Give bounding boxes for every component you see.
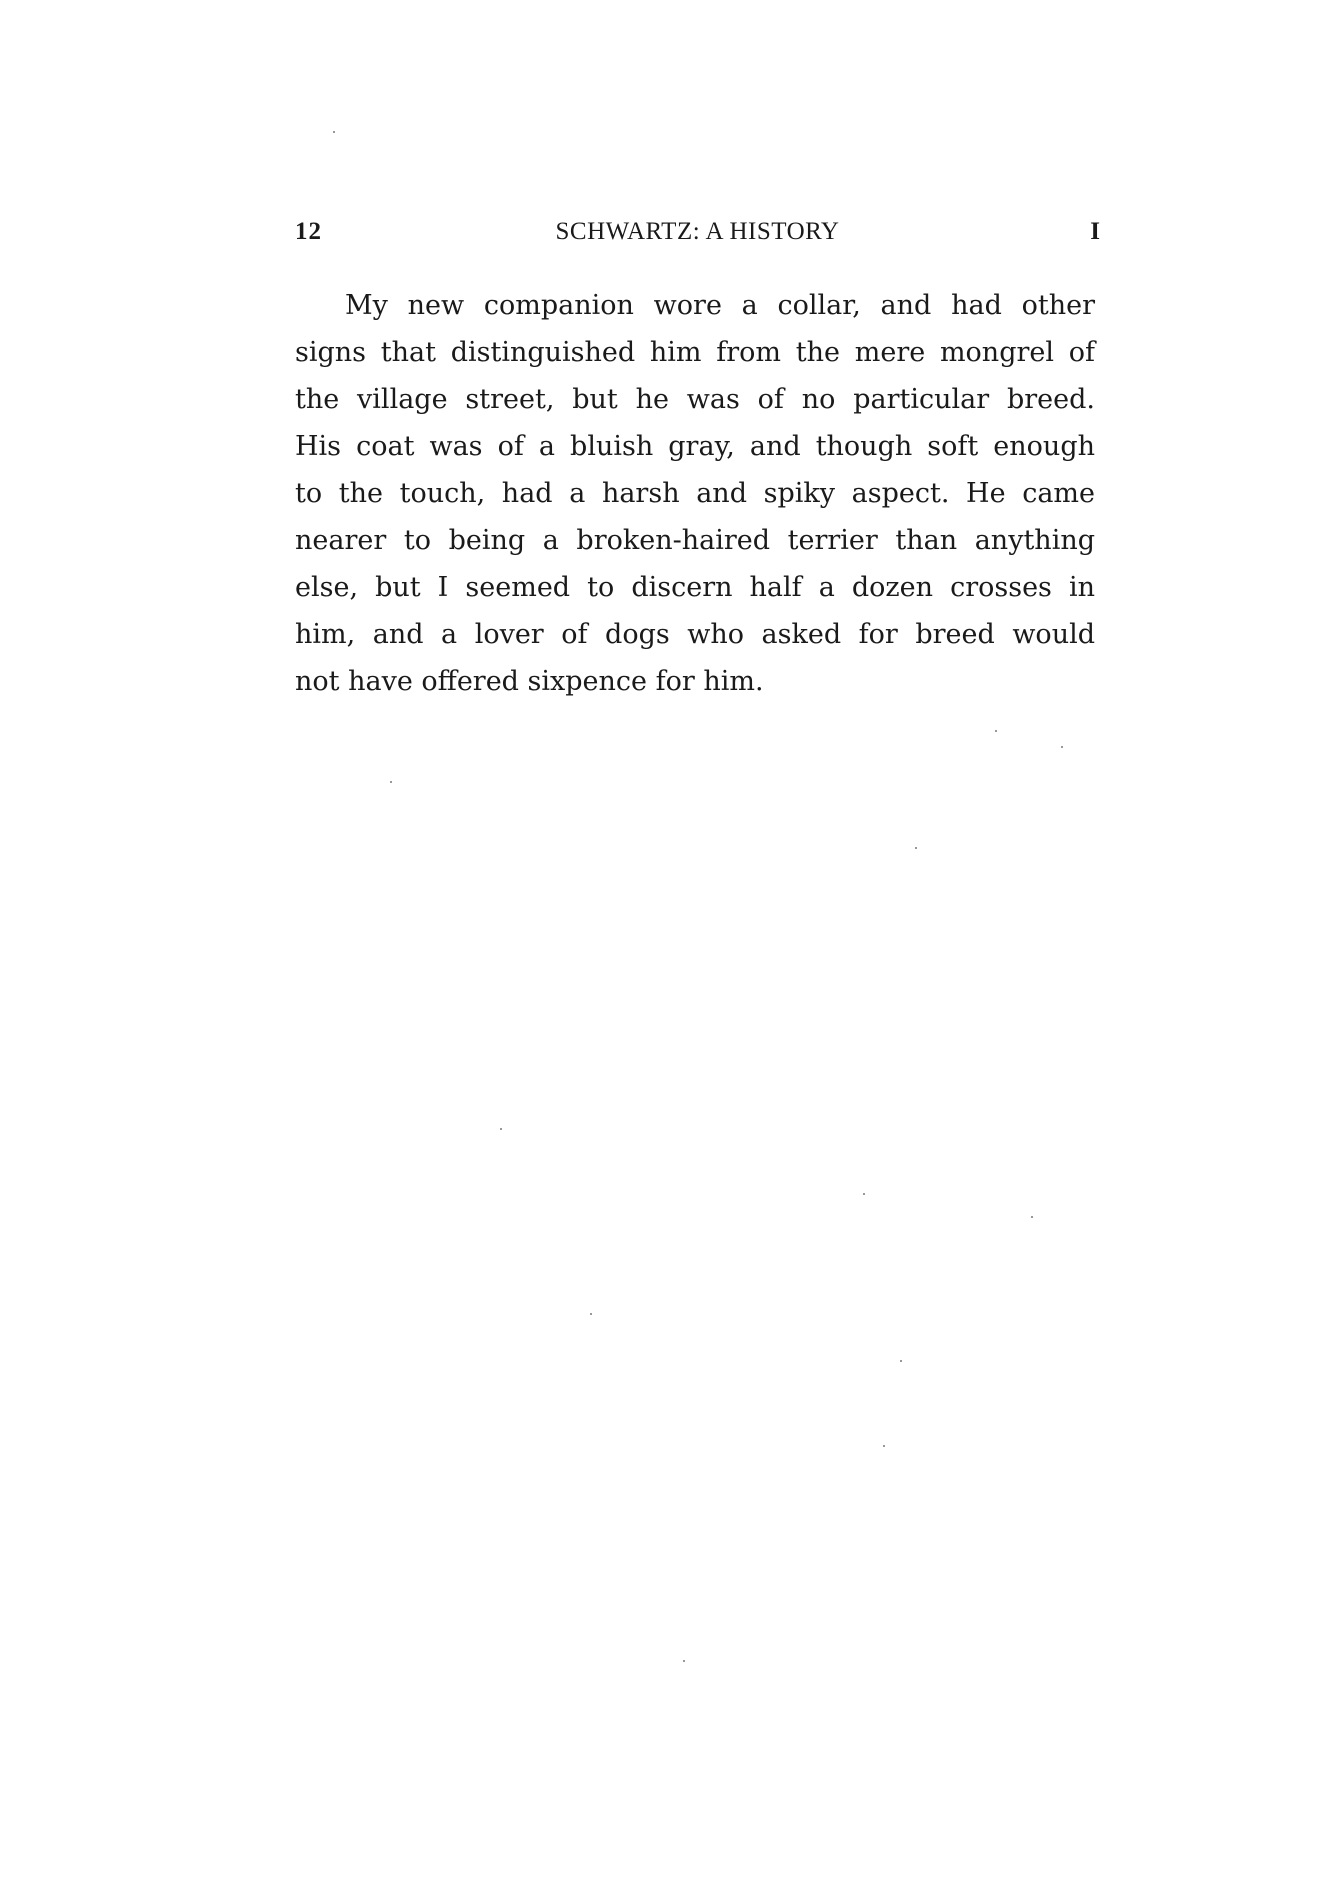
scan-speck	[500, 1128, 502, 1130]
text-line: not have offered sixpence for him.	[295, 666, 764, 697]
text-line: nearer to being a broken-haired terrier than anything	[295, 525, 1095, 556]
text-line: His coat was of a bluish gray, and though soft enough	[295, 431, 1095, 462]
text-line: the village street, but he was of no particular breed.	[295, 384, 1095, 415]
page-number: 12	[295, 218, 322, 245]
scan-speck	[1031, 1216, 1033, 1218]
text-line: else, but I seemed to discern half a dozen crosses in	[295, 572, 1095, 603]
scan-speck	[915, 847, 917, 849]
scan-speck	[883, 1445, 885, 1447]
scan-speck	[683, 1660, 685, 1662]
scan-speck	[995, 730, 997, 732]
text-line: My new companion wore a collar, and had other	[345, 290, 1095, 321]
running-title: SCHWARTZ: A HISTORY	[555, 218, 840, 245]
scan-speck	[863, 1193, 865, 1195]
text-line: to the touch, had a harsh and spiky aspect. He came	[295, 478, 1095, 509]
scan-speck	[390, 781, 392, 783]
running-head	[295, 218, 1100, 254]
scan-speck	[1061, 746, 1063, 748]
text-line: signs that distinguished him from the mere mongrel of	[295, 337, 1095, 368]
text-line: him, and a lover of dogs who asked for breed would	[295, 619, 1095, 650]
paragraph	[295, 282, 1095, 705]
chapter-number: I	[1090, 218, 1100, 245]
scan-speck	[333, 131, 335, 133]
scan-speck	[590, 1313, 592, 1315]
scan-speck	[900, 1360, 902, 1362]
